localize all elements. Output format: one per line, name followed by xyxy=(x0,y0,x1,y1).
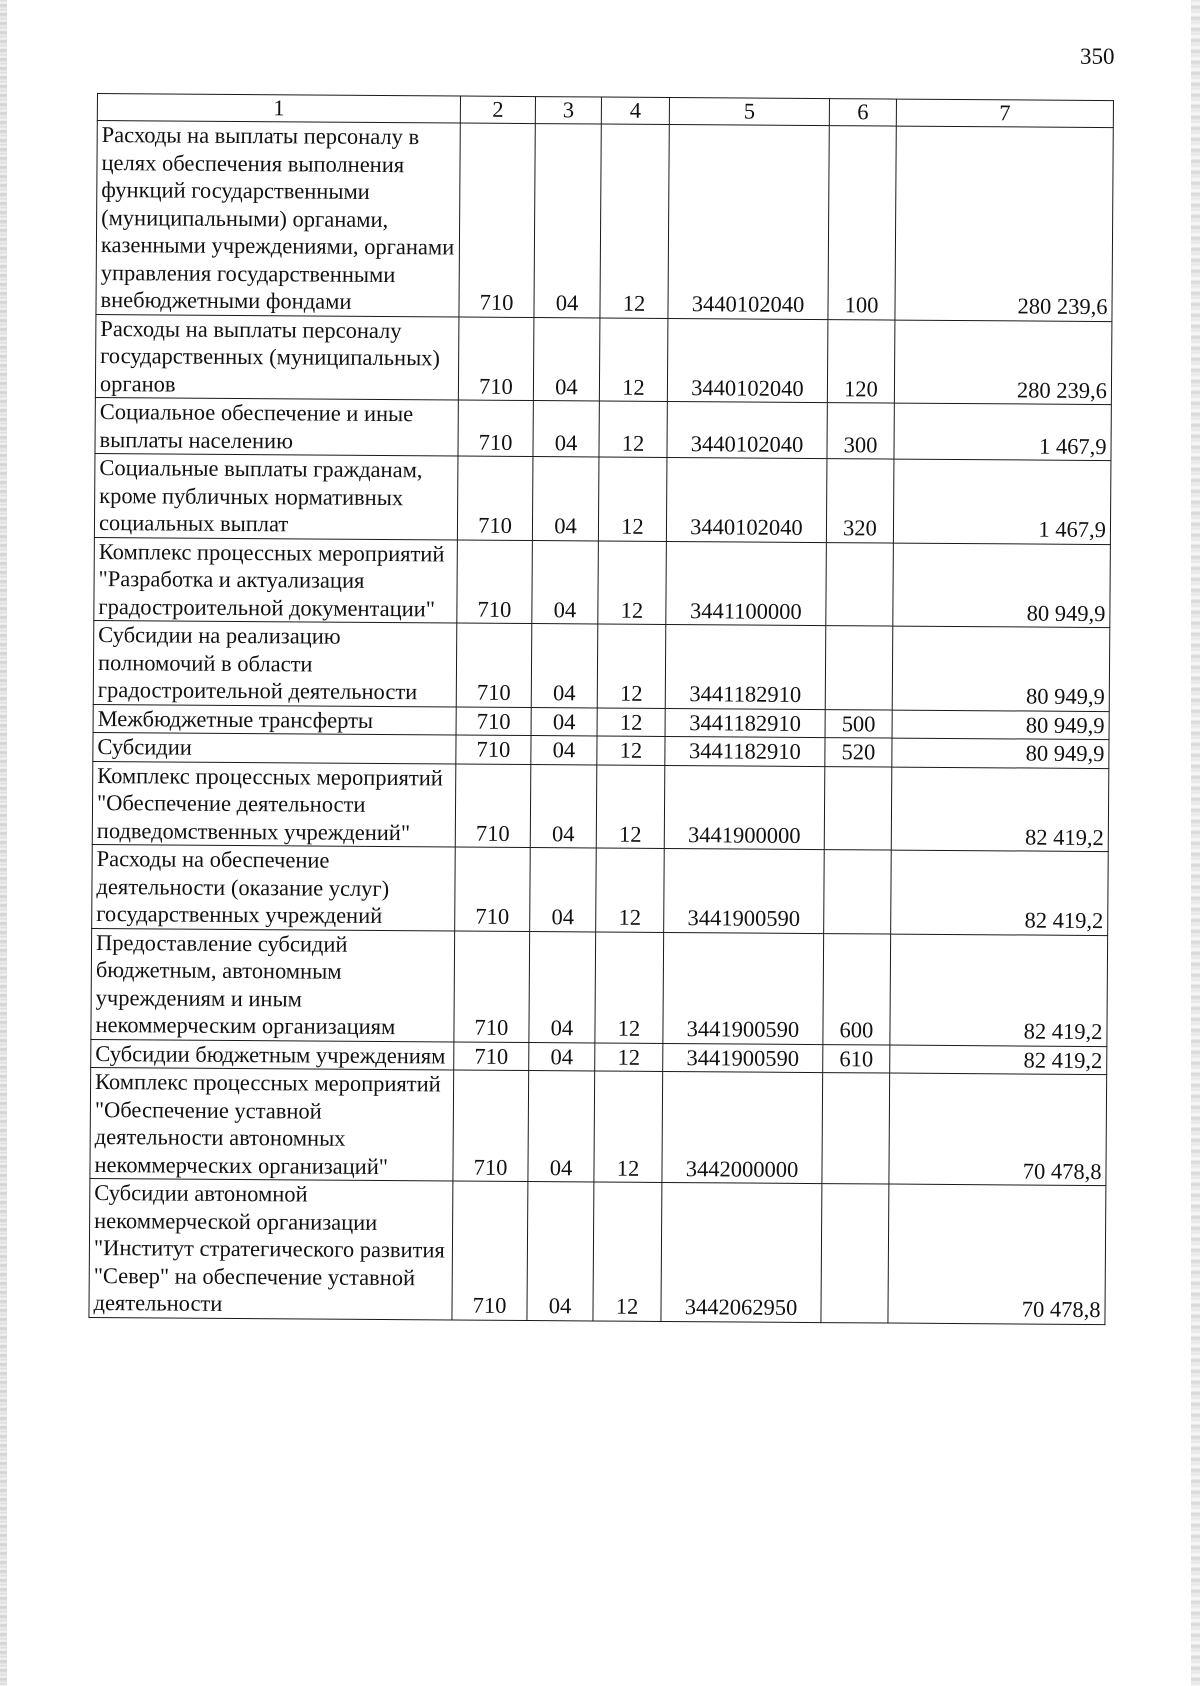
row-amount: 82 419,2 xyxy=(891,850,1109,935)
row-subsection-code: 12 xyxy=(596,848,665,932)
row-amount: 80 949,9 xyxy=(892,626,1110,711)
row-section-code: 04 xyxy=(531,707,597,736)
row-target-article-code: 3441182910 xyxy=(665,736,825,766)
row-expense-type-code: 500 xyxy=(825,709,892,738)
row-section-code: 04 xyxy=(533,317,600,401)
header-col-3: 3 xyxy=(535,97,601,124)
row-target-article-code: 3442062950 xyxy=(661,1182,822,1322)
row-name: Комплекс процессных мероприятий "Разработка и актуализация градостроительной документации" xyxy=(94,537,458,623)
row-subsection-code: 12 xyxy=(593,1182,662,1321)
row-amount: 280 239,6 xyxy=(894,320,1112,405)
header-col-4: 4 xyxy=(601,97,669,124)
row-amount: 82 419,2 xyxy=(891,767,1109,852)
row-target-article-code: 3440102040 xyxy=(666,457,827,542)
row-subsection-code: 12 xyxy=(597,624,666,708)
table-row xyxy=(94,537,1111,628)
row-expense-type-code xyxy=(826,542,894,626)
row-grbs-code: 710 xyxy=(456,735,531,764)
row-name: Межбюджетные трансферты xyxy=(93,704,456,735)
row-target-article-code: 3441182910 xyxy=(665,624,826,709)
row-subsection-code: 12 xyxy=(597,736,665,765)
row-target-article-code: 3441900590 xyxy=(663,932,824,1044)
row-subsection-code: 12 xyxy=(595,932,664,1043)
header-col-6: 6 xyxy=(829,99,896,126)
row-amount: 70 478,8 xyxy=(889,1073,1107,1186)
row-expense-type-code: 610 xyxy=(823,1044,890,1073)
table-row xyxy=(96,121,1113,322)
row-grbs-code: 710 xyxy=(455,847,531,931)
table-row xyxy=(90,1067,1107,1185)
header-col-7: 7 xyxy=(896,99,1113,128)
row-grbs-code: 710 xyxy=(458,400,533,457)
row-grbs-code: 710 xyxy=(457,456,533,540)
header-col-5: 5 xyxy=(669,97,829,125)
row-subsection-code: 12 xyxy=(594,1071,663,1182)
row-expense-type-code: 100 xyxy=(828,126,896,320)
row-amount: 280 239,6 xyxy=(895,126,1113,321)
row-subsection-code: 12 xyxy=(595,1042,663,1071)
row-grbs-code: 710 xyxy=(455,764,531,848)
row-section-code: 04 xyxy=(529,931,596,1042)
row-grbs-code: 710 xyxy=(452,1181,528,1320)
row-subsection-code: 12 xyxy=(599,401,667,457)
scan-edge-left xyxy=(0,0,7,1686)
row-expense-type-code xyxy=(821,1184,889,1323)
row-name: Социальное обеспечение и иные выплаты населению xyxy=(95,397,458,456)
row-section-code: 04 xyxy=(530,848,597,932)
row-grbs-code: 710 xyxy=(459,123,535,317)
row-target-article-code: 3442000000 xyxy=(662,1071,823,1183)
row-section-code: 04 xyxy=(533,401,599,457)
row-name: Субсидии на реализацию полномочий в области градостроительной деятельности xyxy=(93,620,457,706)
row-grbs-code: 710 xyxy=(454,1042,529,1071)
row-target-article-code: 3440102040 xyxy=(667,401,827,458)
row-section-code: 04 xyxy=(528,1071,595,1182)
row-name: Расходы на выплаты персоналу в целях обеспечения выполнения функций государственными (муниципальными) органами, казенными учреждениями, органами управления государственными внебюджетными фондами xyxy=(96,121,460,317)
row-section-code: 04 xyxy=(534,124,601,318)
row-amount: 82 419,2 xyxy=(890,1045,1107,1075)
row-name: Субсидии бюджетным учреждениям xyxy=(91,1039,454,1070)
row-name: Расходы на выплаты персоналу государственных (муниципальных) органов xyxy=(95,314,459,400)
table-row xyxy=(95,314,1112,405)
header-col-1: 1 xyxy=(97,94,460,124)
table-row xyxy=(91,928,1108,1046)
row-name: Расходы на обеспечение деятельности (оказание услуг) государственных учреждений xyxy=(92,844,456,930)
row-name: Комплекс процессных мероприятий "Обеспечение уставной деятельности автономных некоммерческих организаций" xyxy=(90,1067,454,1181)
header-col-2: 2 xyxy=(460,96,535,124)
table-row xyxy=(92,844,1109,935)
row-expense-type-code xyxy=(822,1073,890,1184)
table-row xyxy=(93,620,1110,711)
row-section-code: 04 xyxy=(527,1182,594,1321)
row-section-code: 04 xyxy=(532,457,599,541)
row-amount: 1 467,9 xyxy=(894,403,1111,461)
row-target-article-code: 3440102040 xyxy=(667,318,828,403)
row-expense-type-code: 520 xyxy=(825,738,892,767)
row-target-article-code: 3441900000 xyxy=(664,765,825,850)
row-target-article-code: 3440102040 xyxy=(668,124,829,319)
row-grbs-code: 710 xyxy=(456,623,532,707)
row-subsection-code: 12 xyxy=(596,765,665,849)
row-section-code: 04 xyxy=(530,764,597,848)
row-expense-type-code xyxy=(824,766,892,850)
row-expense-type-code: 120 xyxy=(827,319,895,403)
table-body xyxy=(89,121,1113,1325)
row-grbs-code: 710 xyxy=(456,707,531,736)
row-expense-type-code: 300 xyxy=(827,403,894,459)
row-section-code: 04 xyxy=(531,736,597,765)
row-section-code: 04 xyxy=(529,1042,595,1071)
row-expense-type-code xyxy=(824,850,892,934)
row-name: Субсидии xyxy=(93,732,456,763)
row-subsection-code: 12 xyxy=(600,124,669,318)
row-section-code: 04 xyxy=(531,624,598,708)
row-grbs-code: 710 xyxy=(457,540,533,624)
table-row xyxy=(89,1178,1106,1324)
row-name: Предоставление субсидий бюджетным, автономным учреждениям и иным некоммерческим организациям xyxy=(91,928,455,1042)
row-subsection-code: 12 xyxy=(599,318,668,402)
row-amount: 80 949,9 xyxy=(893,543,1111,628)
row-name: Субсидии автономной некоммерческой организации "Институт стратегического развития "Север" на обеспечение уставной деятельности xyxy=(89,1178,453,1319)
budget-table xyxy=(88,93,1114,1325)
row-target-article-code: 3441900590 xyxy=(664,848,825,933)
row-grbs-code: 710 xyxy=(454,931,530,1043)
row-amount: 82 419,2 xyxy=(890,934,1108,1047)
row-target-article-code: 3441100000 xyxy=(666,541,827,626)
row-target-article-code: 3441900590 xyxy=(663,1043,823,1073)
page-number: 350 xyxy=(1080,44,1115,69)
row-expense-type-code xyxy=(825,626,893,710)
row-name: Комплекс процессных мероприятий "Обеспечение деятельности подведомственных учреждений" xyxy=(92,761,456,847)
row-expense-type-code: 600 xyxy=(823,933,891,1044)
row-grbs-code: 710 xyxy=(453,1070,529,1182)
row-subsection-code: 12 xyxy=(598,457,667,541)
row-subsection-code: 12 xyxy=(598,541,667,625)
row-name: Социальные выплаты гражданам, кроме публичных нормативных социальных выплат xyxy=(94,453,458,539)
row-section-code: 04 xyxy=(532,540,599,624)
row-grbs-code: 710 xyxy=(458,317,534,401)
table-row xyxy=(95,397,1111,460)
row-subsection-code: 12 xyxy=(597,708,665,737)
row-amount: 80 949,9 xyxy=(892,738,1109,768)
row-target-article-code: 3441182910 xyxy=(665,708,825,738)
row-expense-type-code: 320 xyxy=(826,459,894,543)
row-amount: 70 478,8 xyxy=(888,1184,1106,1324)
row-amount: 80 949,9 xyxy=(892,710,1109,740)
table-row xyxy=(92,761,1109,852)
row-amount: 1 467,9 xyxy=(893,459,1111,544)
scan-edge-right xyxy=(1191,0,1200,1686)
table-row xyxy=(94,453,1111,544)
